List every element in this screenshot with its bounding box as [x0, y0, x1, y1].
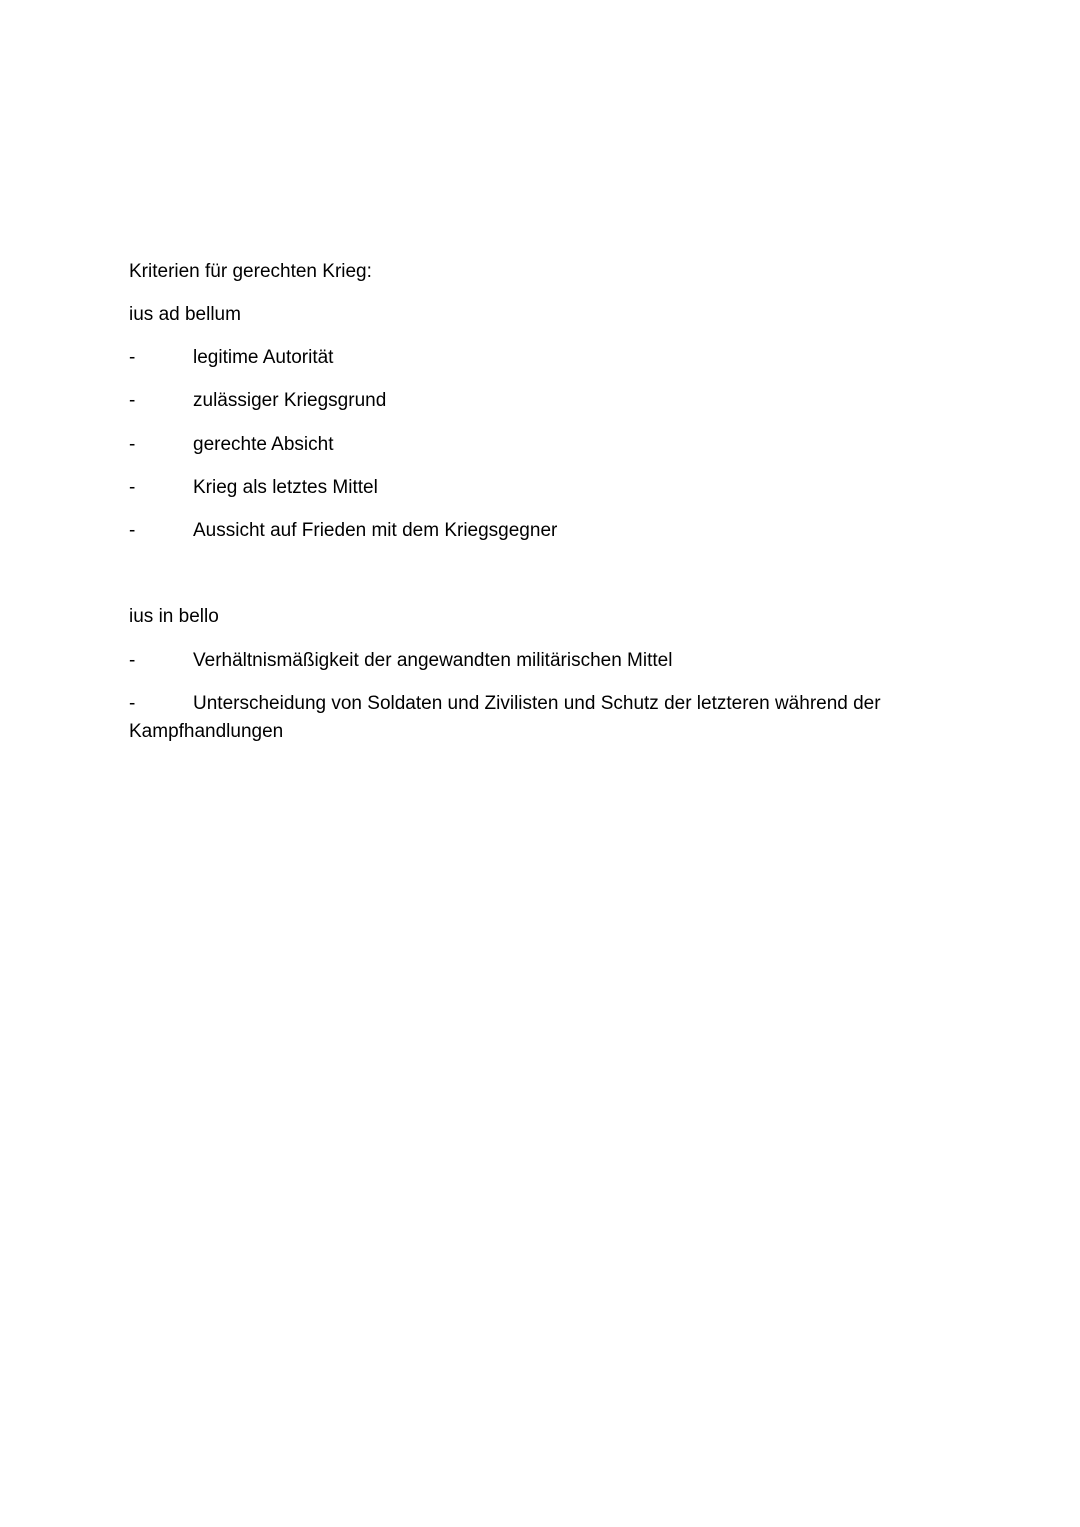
bullet-dash: - — [129, 693, 136, 714]
list-item-text: gerechte Absicht — [193, 434, 334, 455]
list-item-continuation: Kampfhandlungen — [129, 721, 284, 742]
list-item-text: Verhältnismäßigkeit der angewandten militärischen Mittel — [193, 650, 673, 671]
list-item-text: Krieg als letztes Mittel — [193, 477, 378, 498]
section-title-ius-in-bello: ius in bello — [129, 606, 219, 627]
bullet-dash: - — [129, 390, 136, 411]
bullet-dash: - — [129, 650, 136, 671]
list-item-text: legitime Autorität — [193, 347, 334, 368]
list-item-text: Unterscheidung von Soldaten und Zivilisten und Schutz der letzteren während der — [193, 693, 881, 714]
list-item-text: zulässiger Kriegsgrund — [193, 390, 387, 411]
bullet-dash: - — [129, 477, 136, 498]
section-title-ius-ad-bellum: ius ad bellum — [129, 304, 241, 325]
bullet-dash: - — [129, 520, 136, 541]
list-item-text: Aussicht auf Frieden mit dem Kriegsgegner — [193, 520, 558, 541]
bullet-dash: - — [129, 347, 136, 368]
bullet-dash: - — [129, 434, 136, 455]
document-heading: Kriterien für gerechten Krieg: — [129, 261, 372, 282]
